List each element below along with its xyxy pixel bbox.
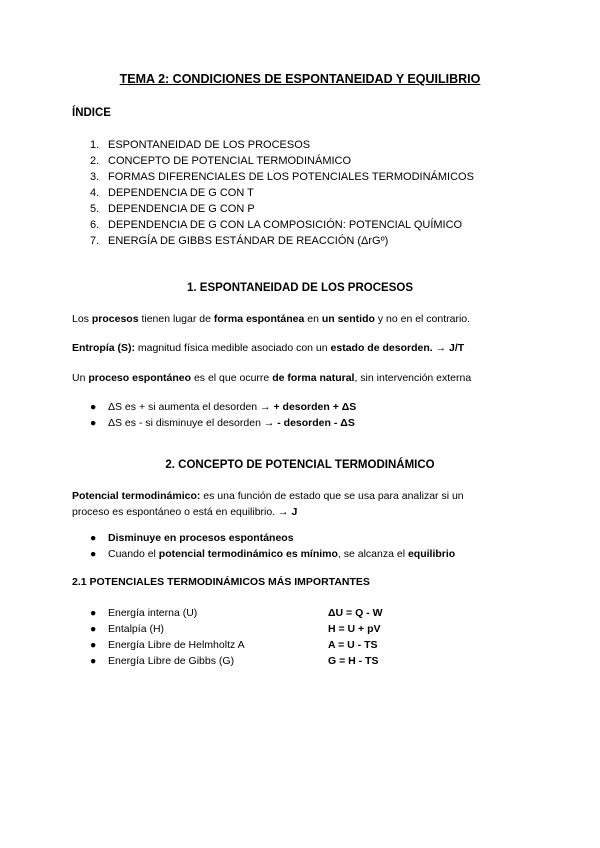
- section-2-bullet-list: [90, 530, 455, 562]
- list-item: ● Energía interna (U) ΔU = Q - W: [90, 607, 383, 619]
- list-item: ● Disminuye en procesos espontáneos: [90, 532, 294, 544]
- list-item: ● ΔS es + si aumenta el desorden → + desorden + ΔS: [90, 401, 357, 413]
- index-item: 4. DEPENDENCIA DE G CON T: [90, 187, 254, 199]
- list-item: ● Cuando el potencial termodinámico es mínimo, se alcanza el equilibrio: [90, 548, 456, 560]
- list-item: ● ΔS es - si disminuye el desorden → - desorden - ΔS: [90, 417, 355, 429]
- potentials-list: [90, 605, 510, 669]
- section-2-title: 2. CONCEPTO DE POTENCIAL TERMODINÁMICO: [165, 459, 435, 471]
- list-item: ● Entalpía (H) H = U + pV: [90, 623, 381, 635]
- index-item: 7. ENERGÍA DE GIBBS ESTÁNDAR DE REACCIÓN (ΔrGº): [90, 235, 389, 247]
- document-title: TEMA 2: CONDICIONES DE ESPONTANEIDAD Y EQUILIBRIO: [119, 72, 481, 86]
- section-1-paragraph-procesos: Los procesos tienen lugar de forma espontánea en un sentido y no en el contrario.: [72, 313, 471, 325]
- index-item: 2. CONCEPTO DE POTENCIAL TERMODINÁMICO: [90, 155, 352, 167]
- list-item: ● Energía Libre de Helmholtz A A = U - TS: [90, 639, 378, 651]
- section-1-bullet-list: [90, 399, 356, 431]
- index-item: 3. FORMAS DIFERENCIALES DE LOS POTENCIALES TERMODINÁMICOS: [90, 171, 474, 183]
- section-1-paragraph-entropia: Entropía (S): magnitud física medible asociado con un estado de desorden. → J/T: [72, 342, 465, 354]
- subsection-2-1-title: 2.1 POTENCIALES TERMODINÁMICOS MÁS IMPORTANTES: [72, 576, 370, 588]
- section-2-paragraph-potencial: Potencial termodinámico: es una función de estado que se usa para analizar si un proceso es espontáneo o está en equilibrio. → J: [72, 490, 464, 518]
- index-item: 1. ESPONTANEIDAD DE LOS PROCESOS: [90, 139, 311, 151]
- index-item: 6. DEPENDENCIA DE G CON LA COMPOSICIÓN: POTENCIAL QUÍMICO: [90, 219, 463, 231]
- list-item: ● Energía Libre de Gibbs (G) G = H - TS: [90, 655, 379, 667]
- index-list: [90, 137, 474, 249]
- section-1-title: 1. ESPONTANEIDAD DE LOS PROCESOS: [187, 282, 413, 294]
- index-heading: ÍNDICE: [72, 107, 111, 119]
- section-1-paragraph-espontaneo: Un proceso espontáneo es el que ocurre de forma natural, sin intervención externa: [72, 372, 472, 384]
- index-item: 5. DEPENDENCIA DE G CON P: [90, 203, 255, 215]
